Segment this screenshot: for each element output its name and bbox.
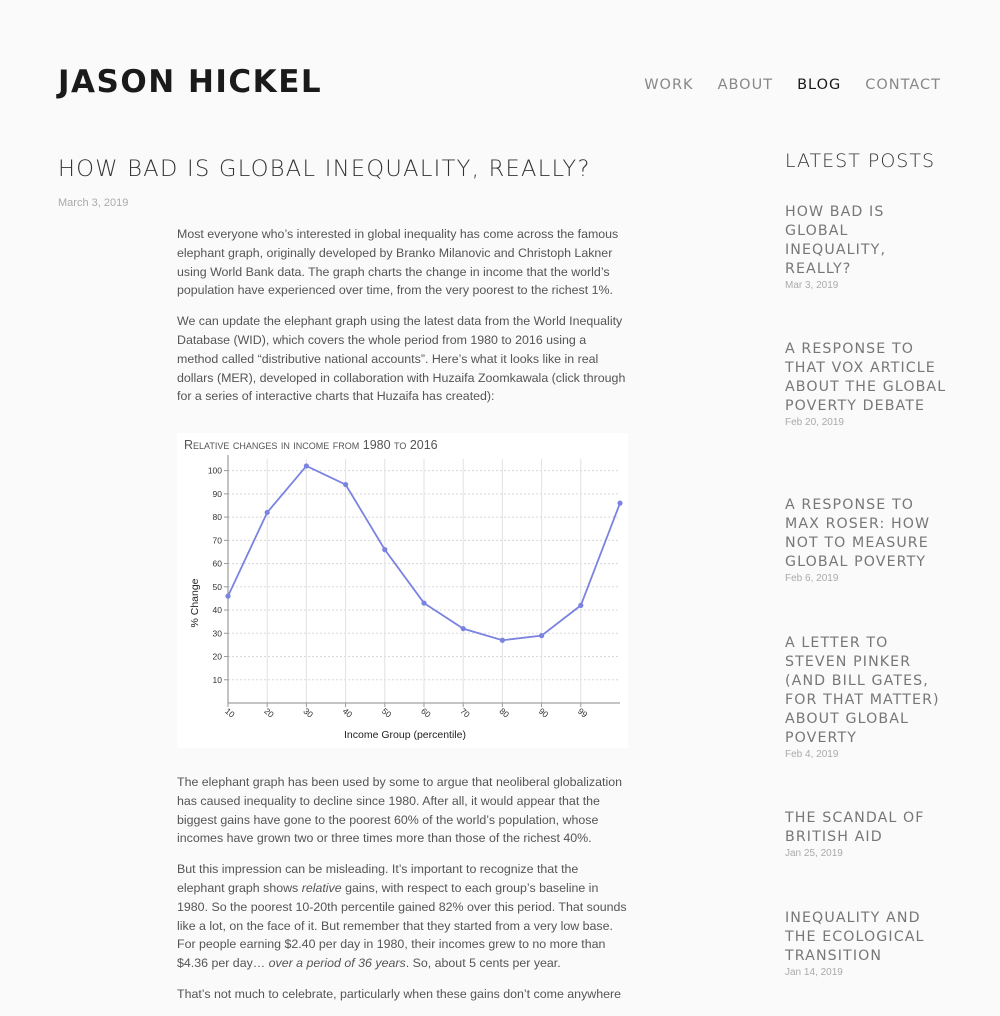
x-tick-label: 90 (536, 705, 551, 720)
nav-blog[interactable]: BLOG (797, 77, 842, 93)
sidebar-post-date: Jan 14, 2019 (785, 967, 843, 978)
sidebar-post-title[interactable]: THE SCANDAL OF BRITISH AID (785, 810, 925, 845)
post-body-continued (177, 773, 629, 1016)
sidebar-post-date: Feb 6, 2019 (785, 573, 839, 584)
sidebar-post-title[interactable]: INEQUALITY AND THE ECOLOGICAL TRANSITION (785, 910, 925, 964)
y-tick-label: 90 (212, 488, 222, 499)
y-tick-label: 10 (212, 674, 222, 685)
sidebar-post-date: Jan 25, 2019 (785, 848, 843, 859)
y-tick-label: 100 (207, 465, 222, 476)
y-tick-label: 30 (212, 628, 222, 639)
chart-title: Relative changes in income from 1980 to 2016 (184, 438, 438, 452)
paragraph-1: Most everyone who’s interested in global inequality has come across the famous elephant graph, originally developed by Branko Milanovic and Christoph Lakner using World Bank data. The graph charts the change in income that the world’s population have experienced over time, from the very poorest to the richest 1%. (177, 227, 619, 298)
data-point[interactable] (617, 501, 622, 506)
paragraph-4-text-b: gains, with respect to each group’s baseline in 1980. So the poorest 10-20th percentile gained 82% over this period. That sounds like a lot, on the face of it. But remember that they started from a very low base. For people earning $2.40 per day in 1980, their incomes grew to no more than $4.36 per day… (177, 880, 627, 971)
site-title[interactable]: JASON HICKEL (58, 64, 323, 100)
x-tick-label: 10 (223, 705, 237, 720)
data-point[interactable] (265, 510, 270, 515)
post-title: HOW BAD IS GLOBAL INEQUALITY, REALLY? (58, 156, 591, 182)
y-tick-label: 80 (212, 512, 222, 523)
sidebar-post-title[interactable]: A RESPONSE TO THAT VOX ARTICLE ABOUT THE GLOBAL POVERTY DEBATE (785, 341, 947, 414)
data-point[interactable] (343, 482, 348, 487)
x-tick-label: 70 (458, 705, 472, 720)
y-tick-label: 20 (212, 651, 222, 662)
sidebar (785, 150, 950, 978)
x-tick-label: 20 (262, 705, 276, 720)
data-point[interactable] (382, 547, 387, 552)
sidebar-post-title[interactable]: A RESPONSE TO MAX ROSER: HOW NOT TO MEASURE GLOBAL POVERTY (785, 497, 931, 570)
paragraph-4-text-a: But this impression can be misleading. It’s important to recognize that the elephant graph shows (177, 862, 579, 895)
paragraph-3: The elephant graph has been used by some to argue that neoliberal globalization has caused inequality to decline since 1980. After all, it would appear that the biggest gains have gone to the poorest 60% of the world’s population, whose incomes have grown two or three times more than those of the richest 40%. (177, 775, 622, 846)
data-point[interactable] (225, 594, 230, 599)
chart-grid (228, 459, 620, 703)
x-tick-label: 99 (575, 705, 590, 720)
sidebar-post[interactable] (785, 634, 950, 760)
sidebar-post[interactable] (785, 809, 950, 859)
sidebar-post-title[interactable]: HOW BAD IS GLOBAL INEQUALITY, REALLY? (785, 204, 887, 277)
data-point[interactable] (421, 600, 426, 605)
data-point[interactable] (461, 626, 466, 631)
sidebar-post-date: Feb 4, 2019 (785, 749, 839, 760)
paragraph-4-text-c: . So, about 5 cents per year. (405, 956, 561, 971)
x-tick-label: 80 (497, 705, 512, 720)
paragraph-4-emphasis-period: over a period of 36 years (268, 956, 406, 971)
paragraph-4 (177, 860, 629, 973)
post-body (177, 225, 629, 418)
y-tick-label: 40 (212, 605, 222, 616)
sidebar-post-date: Feb 20, 2019 (785, 417, 844, 428)
latest-posts-heading: LATEST POSTS (785, 150, 936, 172)
sidebar-post-date: Mar 3, 2019 (785, 280, 839, 291)
x-tick-label: 40 (340, 705, 355, 720)
paragraph-2: We can update the elephant graph using the latest data from the World Inequality Database (WID), which covers the whole period from 1980 to 2016 using a method called “distributive national accounts”. Here’s what it looks like in real dollars (MER), developed in collaboration with Huzaifa Zoomkawala (click through for a series of interactive charts that Huzaifa has created): (177, 314, 626, 404)
sidebar-post[interactable] (785, 203, 950, 291)
chart-ticks (208, 466, 590, 720)
nav-contact[interactable]: CONTACT (865, 77, 941, 93)
main-nav (644, 77, 941, 93)
sidebar-post[interactable] (785, 340, 950, 428)
x-tick-label: 30 (301, 705, 316, 720)
nav-about[interactable]: ABOUT (717, 77, 774, 93)
chart-svg (177, 433, 628, 748)
paragraph-5: That’s not much to celebrate, particularly when these gains don’t come anywhere (177, 986, 622, 1001)
data-point[interactable] (578, 603, 583, 608)
x-tick-label: 50 (379, 705, 394, 720)
sidebar-post[interactable] (785, 909, 950, 978)
y-axis-label: % Change (189, 578, 201, 628)
data-point[interactable] (539, 633, 544, 638)
y-tick-label: 70 (212, 535, 222, 546)
elephant-chart[interactable] (177, 433, 628, 748)
nav-work[interactable]: WORK (644, 77, 694, 93)
y-tick-label: 50 (212, 581, 222, 592)
sidebar-post[interactable] (785, 496, 950, 584)
x-axis-label: Income Group (percentile) (344, 729, 466, 741)
paragraph-4-emphasis-relative: relative (301, 880, 342, 895)
data-point[interactable] (304, 463, 309, 468)
x-tick-label: 60 (419, 705, 433, 720)
post-date: March 3, 2019 (58, 197, 129, 209)
sidebar-post-title[interactable]: A LETTER TO STEVEN PINKER (AND BILL GATES, FOR THAT MATTER) ABOUT GLOBAL POVERTY (785, 635, 940, 746)
y-tick-label: 60 (212, 558, 222, 569)
data-point[interactable] (500, 638, 505, 643)
